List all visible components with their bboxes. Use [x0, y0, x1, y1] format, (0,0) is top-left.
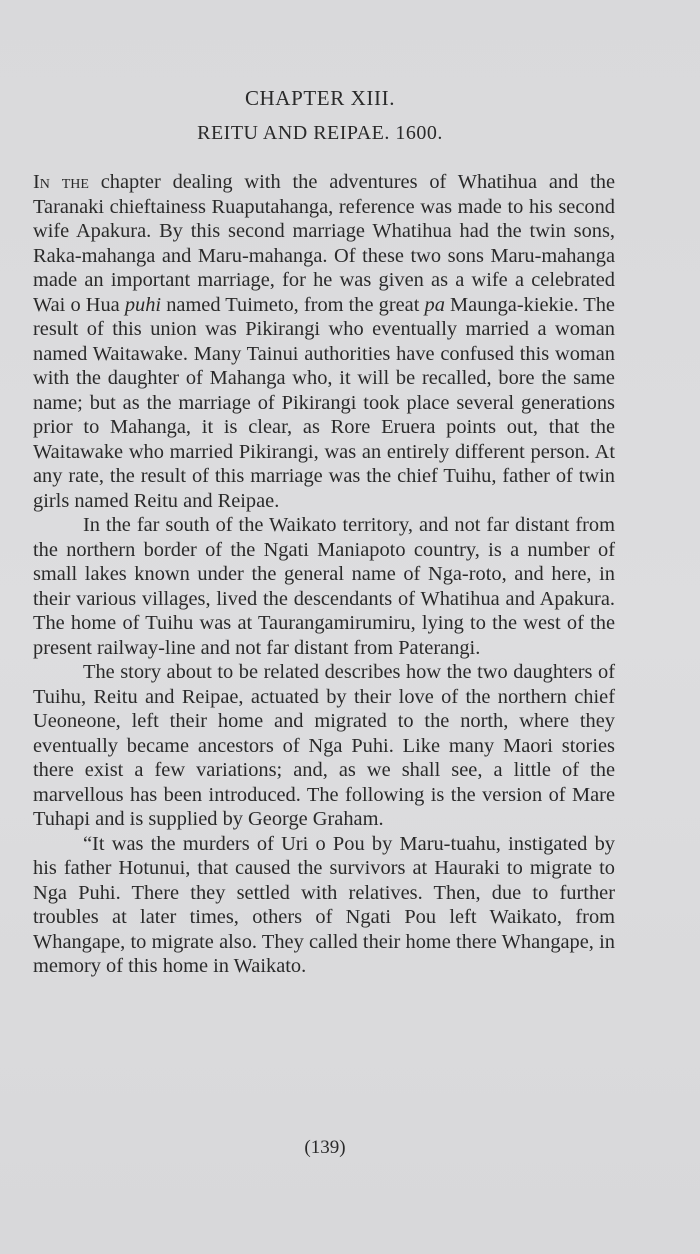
maori-term-puhi: puhi — [124, 293, 162, 316]
chapter-body — [33, 170, 615, 979]
maori-term-pa: pa — [424, 293, 445, 316]
chapter-heading: CHAPTER XIII. — [244, 86, 396, 110]
page-number: (139) — [304, 1137, 346, 1158]
paragraph-3: The story about to be related describes how the two daughters of Tuihu, Reitu and Reipae, actuated by their love of the northern chief Ueoneone, left their home and migrated to the north, where they eventually became ancestors of Nga Puhi. Like many Maori stories there exist a few variations; and, as we shall see, a little of the marvellous has been introduced. The following is the version of Mare Tuhapi and is supplied by George Graham. — [33, 661, 615, 830]
paragraph-1-text-a: chapter dealing with the adventures of Whatihua and the Taranaki chieftainess Ruaputahanga, reference was made to his second wife Apakura. By this second marriage Whatihua had the twin sons, Raka-mahanga and Maru-mahanga. Of these two sons Maru-mahanga made an important marriage, for he was given as a wife a celebrated Wai o Hua — [33, 171, 616, 316]
paragraph-1-text-b: named Tuimeto, from the great — [161, 293, 425, 316]
paragraph-1-text-c: Maunga-kiekie. The result of this union was Pikirangi who eventually married a woman named Waitawake. Many Tainui authorities have confused this woman with the daughter of Mahanga who, it will be recalled, bore the same name; but as the marriage of Pikirangi took place several generations prior to Mahanga, it is clear, as Rore Eruera points out, that the Waitawake who married Pikirangi, was an entirely different person. At any rate, the result of this marriage was the chief Tuihu, father of twin girls named Reitu and Reipae. — [33, 293, 615, 512]
paragraph-1 — [33, 170, 615, 513]
opening-words: In the — [33, 171, 89, 193]
paragraph-4: “It was the murders of Uri o Pou by Maru-tuahu, instigated by his father Hotunui, that caused the survivors at Hauraki to migrate to Nga Puhi. There they settled with relatives. Then, due to further troubles at later times, others of Ngati Pou left Waikato, from Whangape, to migrate also. They called their home there Whangape, in memory of this home in Waikato. — [33, 832, 615, 977]
paragraph-2: In the far south of the Waikato territory, and not far distant from the northern border of the Ngati Maniapoto country, is a number of small lakes known under the general name of Nga-roto, and here, in their various villages, lived the descendants of Whatihua and Apakura. The home of Tuihu was at Taurangamirumiru, lying to the west of the present railway-line and not far distant from Paterangi. — [33, 514, 615, 659]
chapter-title: REITU AND REIPAE. 1600. — [197, 122, 443, 144]
